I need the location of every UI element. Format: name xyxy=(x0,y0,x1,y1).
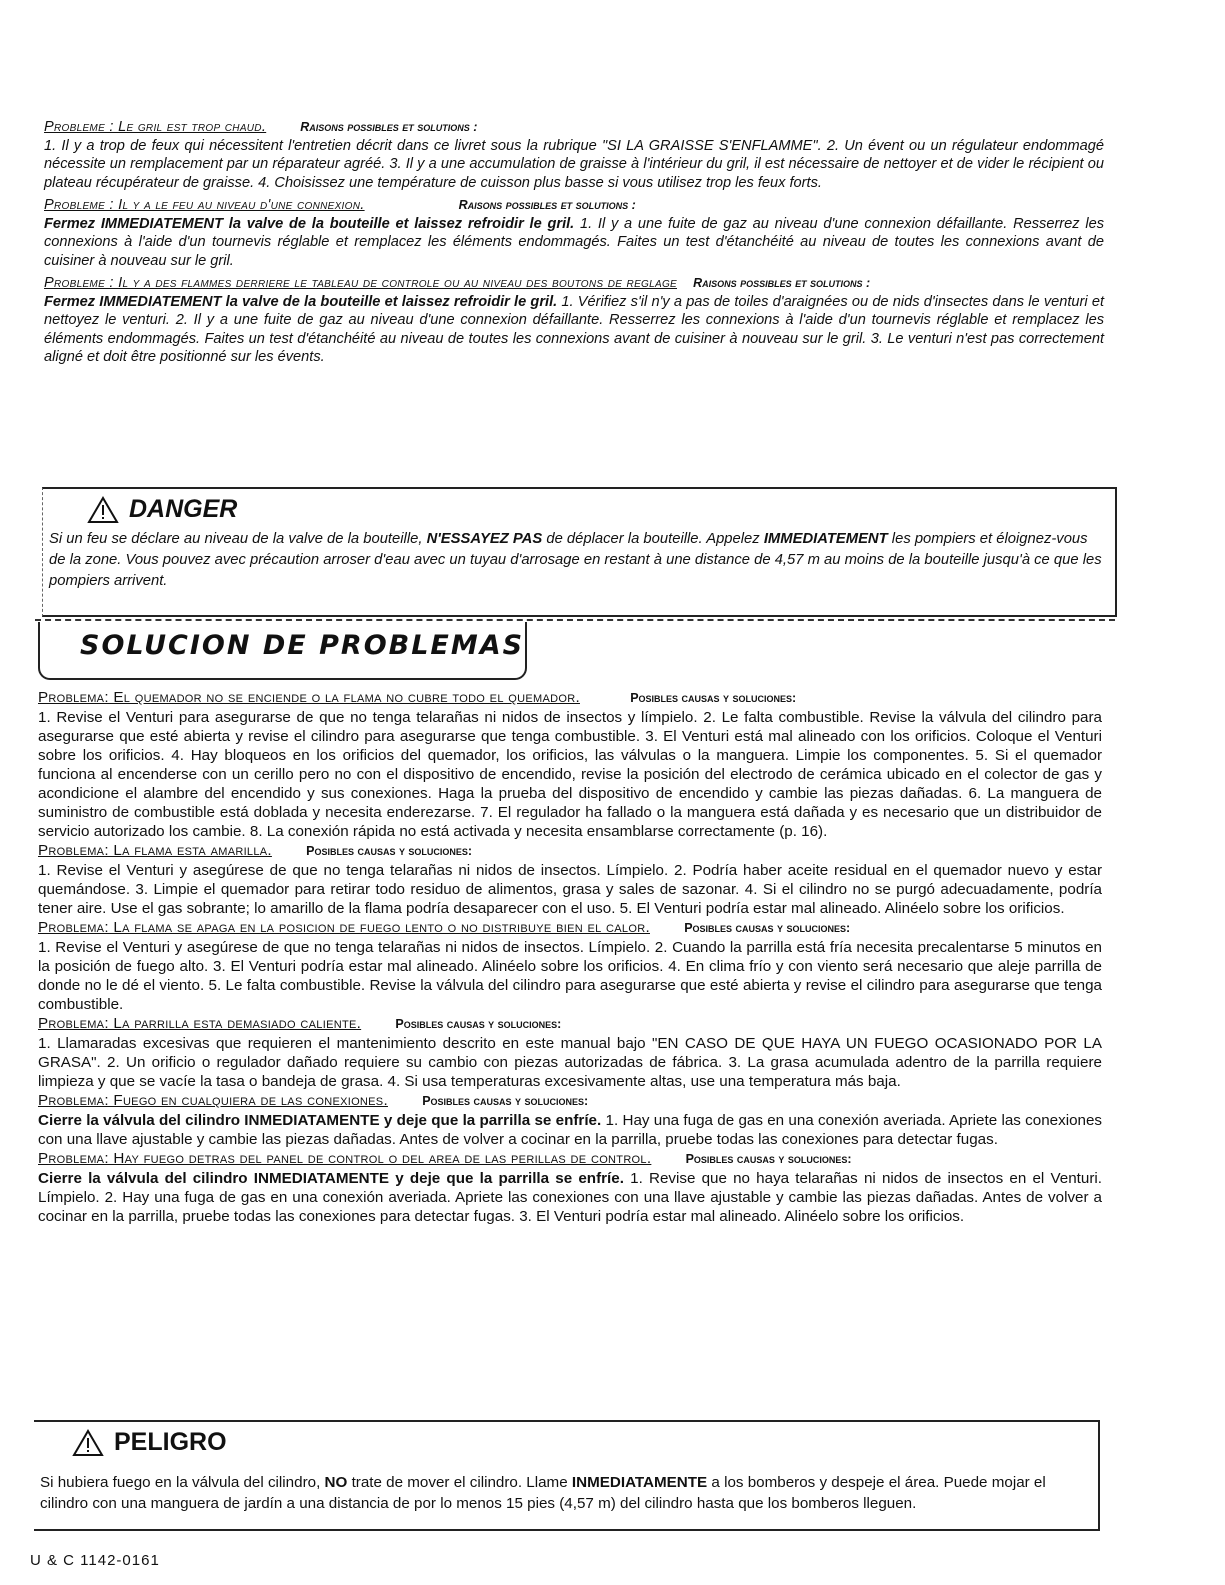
problem-heading: Problema: La flama esta amarilla. xyxy=(38,842,272,859)
problem-heading: Problema: La parrilla esta demasiado caliente. xyxy=(38,1015,362,1032)
peligro-title-text: PELIGRO xyxy=(114,1428,227,1456)
es-problem-6 xyxy=(38,1149,1102,1226)
document-code: U & C 1142-0161 xyxy=(30,1552,160,1569)
causes-label: Raisons possibles et solutions : xyxy=(458,198,636,212)
problem-heading: Probleme : Il y a le feu au niveau d'une connexion. xyxy=(44,197,365,213)
problem-heading: Problema: Hay fuego detras del panel de control o del area de las perillas de control. xyxy=(38,1150,652,1167)
es-problem-1 xyxy=(38,688,1102,841)
problem-text: 1. Revise que no haya telarañas ni nidos de insectos en el Venturi. Límpielo. 2. Hay una fuga de gas en una conexión averiada. Apriete las conexiones con una llave ajustable y cambie las piezas dañadas. Antes de volver a cocinar en la parrilla, pruebe todas las conexiones para detectar fugas. 3. El Venturi podría estar mal alineado. Alinéelo sobre los orificios. xyxy=(38,1170,1102,1225)
dashed-divider xyxy=(35,619,1115,621)
fr-problem-1 xyxy=(44,118,1104,192)
problem-text: 1. Vérifiez s'il n'y a pas de toiles d'araignées ou de nids d'insectes dans le venturi et nettoyez le venturi. 2. Il y a une fuite de gaz au niveau d'une connexion défaillante. Resserrez les connexions à l'aide d'un tournevis réglable et remplacez les éléments endommagés. Faites un test d'étanchéité au niveau de toutes les connexions avant de cuisiner à nouveau sur le gril. 3. Le venturi n'est pas correctement aligné et doit être positionné sur les évents. xyxy=(44,293,1105,365)
spanish-troubleshooting xyxy=(38,688,1102,1226)
section-title-text: SOLUCION DE PROBLEMAS xyxy=(80,630,525,661)
danger-text-pre: Si un feu se déclare au niveau de la valve de la bouteille, xyxy=(49,531,423,547)
danger-text-post: les pompiers et éloignez-vous de la zone. Vous pouvez avec précaution arroser d'eau avec un tuyau d'arrosage en restant à une distance de 4,57 m au moins de la bouteille jusqu'à ce que les pompiers arrivent. xyxy=(49,531,1102,589)
warning-triangle-icon xyxy=(87,496,119,524)
lead-instruction: Fermez IMMEDIATEMENT la valve de la bouteille et laissez refroidir le gril. xyxy=(44,293,558,310)
warning-triangle-icon xyxy=(72,1429,104,1457)
danger-emphasis-1: N'ESSAYEZ PAS xyxy=(426,531,543,547)
peligro-text-mid: trate de mover el cilindro. Llame xyxy=(351,1474,568,1491)
peligro-emphasis-1: NO xyxy=(324,1474,348,1491)
peligro-text xyxy=(40,1472,1088,1514)
spanish-section-title xyxy=(38,622,527,680)
causes-label: Posibles causas y soluciones: xyxy=(422,1094,589,1108)
danger-text-mid: de déplacer la bouteille. Appelez xyxy=(546,531,760,547)
problem-heading: Probleme : Le gril est trop chaud. xyxy=(44,119,267,135)
problem-text: 1. Revise el Venturi y asegúrese de que no tenga telarañas ni nidos de insectos. Límpielo. 2. Cuando la parrilla está fría necesita precalentarse 5 minutos en la posición de fuego alto. 3. El Venturi podría estar mal alineado. Alinéelo sobre los orificios. 4. En clima frío y con viento será necesario que aleje parrilla de donde no le dé el viento. 5. Le falta combustible. Revise la válvula del cilindro para asegurarse que esté abierta y revise el cilindro para asegurarse que tenga combustible. xyxy=(38,939,1102,1013)
fr-problem-2 xyxy=(44,196,1104,270)
causes-label: Posibles causas y soluciones: xyxy=(684,921,851,935)
causes-label: Raisons possibles et solutions : xyxy=(300,120,478,134)
causes-label: Posibles causas y soluciones: xyxy=(685,1152,852,1166)
peligro-box xyxy=(34,1420,1100,1531)
problem-text: 1. Revise el Venturi y asegúrese de que no tenga telarañas ni nidos de insectos. Límpielo. 2. Podría haber aceite residual en el quemador nuevo y estar quemándose. 3. Limpie el quemador para retirar todo residuo de alimentos, grasa y sales de sazonar. 4. Si el cilindro no se purgó adecuadamente, podría tener aire. Use el gas sobrante; lo amarillo de la flama podría desaparecer con el uso. 5. El Venturi podría estar mal alineado. Alinéelo sobre los orificios. xyxy=(38,862,1102,917)
danger-title-text: DANGER xyxy=(129,495,238,523)
lead-instruction: Cierre la válvula del cilindro INMEDIATAMENTE y deje que la parrilla se enfríe. xyxy=(38,1170,624,1187)
lead-instruction: Fermez IMMEDIATEMENT la valve de la bouteille et laissez refroidir le gril. xyxy=(44,215,575,232)
problem-text: 1. Il y a trop de feux qui nécessitent l'entretien décrit dans ce livret sous la rubrique "SI LA GRAISSE S'ENFLAMME". 2. Un évent ou un régulateur endommagé nécessite un remplacement par un réparateur agréé. 3. Il y a une accumulation de graisse à l'intérieur du gril, il est nécessaire de nettoyer et de vider le récipient ou plateau récupérateur de graisse. 4. Choisissez une température de cuisson plus basse si vous utilisez trop les feux forts. xyxy=(44,137,1104,191)
problem-text: 1. Hay una fuga de gas en una conexión averiada. Apriete las conexiones con una llave ajustable y cambie las piezas dañadas. Antes de volver a cocinar en la parrilla, pruebe todas las conexiones para detectar fugas. xyxy=(38,1112,1102,1148)
causes-label: Posibles causas y soluciones: xyxy=(395,1017,562,1031)
es-problem-3 xyxy=(38,918,1102,1014)
danger-box xyxy=(42,487,1117,617)
es-problem-5 xyxy=(38,1091,1102,1149)
problem-heading: Problema: La flama se apaga en la posicion de fuego lento o no distribuye bien el calor. xyxy=(38,919,650,936)
danger-text xyxy=(49,529,1105,592)
causes-label: Posibles causas y soluciones: xyxy=(306,844,473,858)
problem-text: 1. Il y a une fuite de gaz au niveau d'une connexion défaillante. Resserrez les connexions à l'aide d'un tournevis réglable et remplacez les éléments endommagés. Faites un test d'étanchéité au niveau de toutes les connexions avant de cuisiner à nouveau sur le gril. xyxy=(44,215,1104,269)
es-problem-2 xyxy=(38,841,1102,918)
fr-problem-3 xyxy=(44,274,1104,367)
peligro-emphasis-2: INMEDIATAMENTE xyxy=(571,1474,708,1491)
es-problem-4 xyxy=(38,1014,1102,1091)
peligro-text-post: a los bomberos y despeje el área. Puede mojar el cilindro con una manguera de jardín a una distancia de por lo menos 15 pies (4,57 m) del cilindro hasta que los bomberos lleguen. xyxy=(40,1474,1046,1512)
peligro-text-pre: Si hubiera fuego en la válvula del cilindro, xyxy=(40,1474,321,1491)
problem-text: 1. Revise el Venturi para asegurarse de que no tenga telarañas ni nidos de insectos y límpielo. 2. Le falta combustible. Revise la válvula del cilindro para asegurarse que esté abierta y revise el cilindro para asegurarse que tenga combustible. 3. El Venturi está mal alineado con los orificios. Coloque el Venturi sobre los orificios. 4. Hay bloqueos en los orificios del quemador, los orificios, las válvulas o la manguera. Limpie los componentes. 5. Si el quemador funciona al encenderse con un cerillo pero no con el dispositivo de encendido, revise la posición del electrodo de cerámica ubicado en el colector de gas y acondicione el alambre del encendido y sus conexiones. Haga la prueba del dispositivo de encendido y cambie las piezas dañadas. 6. La manguera de suministro de combustible está doblada y necesita enderezarse. 7. El regulador ha fallado o la manguera está dañada y es necesario que un distribuidor de servicio autorizado los cambie. 8. La conexión rápida no está activada y necesita ensamblarse correctamente (p. 16). xyxy=(38,709,1102,840)
peligro-title xyxy=(72,1428,227,1457)
danger-title xyxy=(87,495,237,524)
problem-heading: Problema: El quemador no se enciende o la flama no cubre todo el quemador. xyxy=(38,689,580,706)
danger-emphasis-2: IMMEDIATEMENT xyxy=(763,531,888,547)
lead-instruction: Cierre la válvula del cilindro INMEDIATAMENTE y deje que la parrilla se enfríe. xyxy=(38,1112,602,1129)
problem-heading: Probleme : Il y a des flammes derriere le tableau de controle ou au niveau des boutons de reglage xyxy=(44,275,678,291)
problem-text: 1. Llamaradas excesivas que requieren el mantenimiento descrito en este manual bajo "EN CASO DE QUE HAYA UN FUEGO OCASIONADO POR LA GRASA". 2. Un orificio o regulador dañado requiere su cambio con piezas autorizadas de fábrica. 3. La grasa acumulada adentro de la parrilla requiere limpieza y que se vacíe la tasa o bandeja de grasa. 4. Si usa temperaturas excesivamente altas, use una temperatura más baja. xyxy=(38,1035,1102,1090)
causes-label: Posibles causas y soluciones: xyxy=(630,691,797,705)
french-troubleshooting xyxy=(44,118,1104,371)
causes-label: Raisons possibles et solutions : xyxy=(693,276,871,290)
problem-heading: Problema: Fuego en cualquiera de las conexiones. xyxy=(38,1092,388,1109)
